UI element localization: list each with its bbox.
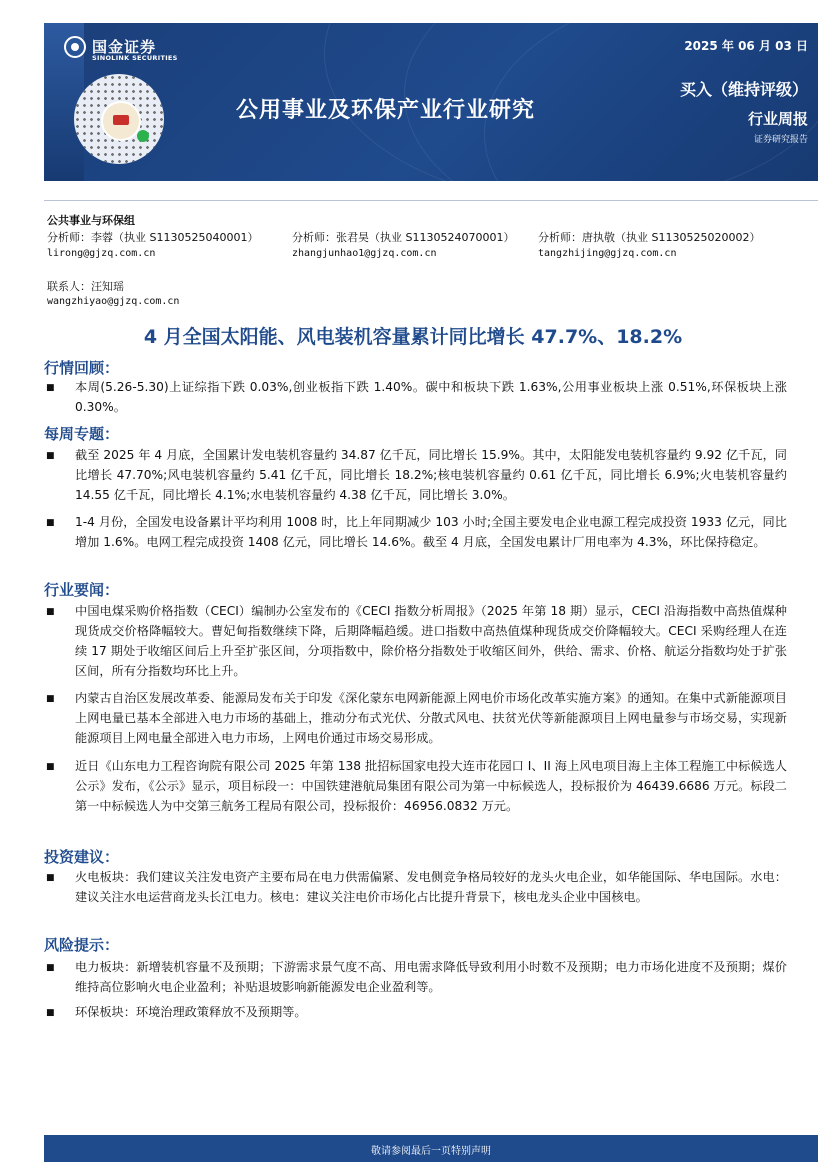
report-date: 2025 年 06 月 03 日 bbox=[684, 39, 808, 53]
paragraph: 本周(5.26-5.30)上证综指下跌 0.03%,创业板指下跌 1.40%。碳中和板块下跌 1.63%,公用事业板块上涨 0.51%,环保板块上涨 0.30%。 bbox=[75, 380, 787, 414]
bullet-icon: ■ bbox=[46, 873, 55, 883]
company-logo bbox=[64, 36, 184, 68]
rating-badge: 买入（维持评级） bbox=[679, 80, 808, 99]
section-heading: 每周专题： bbox=[44, 425, 120, 443]
logo-chinese: 国金证券 bbox=[92, 38, 157, 56]
paragraph: 内蒙古自治区发展改革委、能源局发布关于印发《深化蒙东电网新能源上网电价市场化改革实施方案》的通知。在集中式新能源项目上网电量已基本全部进入电力市场的基础上，推动分布式光伏、分散式风电、扶贫光伏等新能源项目上网电量参与市场交易，实现新能源项目上网电量全部进入电力市场，上网电价通过市场交易形成。 bbox=[75, 691, 787, 745]
report-subtype: 证券研究报告 bbox=[753, 135, 808, 145]
qr-center-logo-icon bbox=[101, 101, 141, 141]
paragraph: 近日《山东电力工程咨询院有限公司 2025 年第 138 批招标国家电投大连市花园口 I、II 海上风电项目海上主体工程施工中标候选人公示》发布，《公示》显示，项目标段一：中国铁建港航局集团有限公司为第一中标候选人，投标报价为 46439.6686 万元。标段二第一中标候选人为中交第三航务工程局有限公司，投标报价：46956.0832 万元。 bbox=[75, 759, 787, 813]
analyst-label: 分析师：唐执敬（执业 S1130525020002） bbox=[538, 231, 761, 244]
logo-english: SINOLINK SECURITIES bbox=[92, 54, 178, 62]
bullet-icon: ■ bbox=[46, 383, 55, 393]
paragraph: 火电板块：我们建议关注发电资产主要布局在电力供需偏紧、发电侧竞争格局较好的龙头火电企业，如华能国际、华电国际。水电：建议关注水电运营商龙头长江电力。核电：建议关注电价市场化占比提升背景下，核电龙头企业中国核电。 bbox=[75, 870, 787, 904]
analyst-label: 分析师：李蓉（执业 S1130525040001） bbox=[47, 231, 259, 244]
section-heading: 行情回顾： bbox=[44, 359, 120, 377]
bullet-icon: ■ bbox=[46, 963, 55, 973]
section-heading: 行业要闻： bbox=[44, 581, 120, 599]
bullet-icon: ■ bbox=[46, 1008, 55, 1018]
bullet-icon: ■ bbox=[46, 607, 55, 617]
paragraph: 截至 2025 年 4 月底，全国累计发电装机容量约 34.87 亿千瓦，同比增长 15.9%。其中，太阳能发电装机容量约 9.92 亿千瓦，同比增长 47.70%;风电装机容量约 5.41 亿千瓦，同比增长 18.2%;核电装机容量约 0.61 亿千瓦，同比增长 6.9%;火电装机容量约 14.55 亿千瓦，同比增长 4.1%;水电装机容量约 4.38 亿千瓦，同比增长 3.0%。 bbox=[75, 448, 787, 502]
contact-email[interactable]: wangzhiyao@gjzq.com.cn bbox=[47, 296, 180, 307]
analyst-email[interactable]: tangzhijing@gjzq.com.cn bbox=[538, 248, 677, 259]
report-headline: 4 月全国太阳能、风电装机容量累计同比增长 47.7%、18.2% bbox=[143, 326, 683, 348]
analyst-email[interactable]: lirong@gjzq.com.cn bbox=[47, 248, 156, 259]
analyst-email[interactable]: zhangjunhao1@gjzq.com.cn bbox=[292, 248, 437, 259]
report-title: 公用事业及环保产业行业研究 bbox=[236, 98, 536, 123]
footer-disclaimer: 敬请参阅最后一页特别声明 bbox=[371, 1146, 491, 1157]
contact-label: 联系人：汪知瑶 bbox=[47, 280, 124, 293]
section-heading: 投资建议： bbox=[44, 848, 120, 866]
divider bbox=[44, 200, 818, 201]
section-heading: 风险提示： bbox=[44, 936, 120, 954]
paragraph: 电力板块：新增装机容量不及预期；下游需求景气度不高、用电需求降低导致利用小时数不及预期；电力市场化进度不及预期；煤价维持高位影响火电企业盈利；补贴退坡影响新能源发电企业盈利等。 bbox=[75, 960, 787, 994]
qr-wechat-icon bbox=[137, 130, 149, 142]
page-footer bbox=[44, 1135, 818, 1162]
bullet-icon: ■ bbox=[46, 762, 55, 772]
report-type: 行业周报 bbox=[747, 110, 808, 128]
logo-mark-icon bbox=[64, 36, 86, 58]
paragraph: 1-4 月份，全国发电设备累计平均利用 1008 时，比上年同期减少 103 小时;全国主要发电企业电源工程完成投资 1933 亿元，同比增加 1.6%。电网工程完成投资 1408 亿元，同比增长 14.6%。截至 4 月底，全国发电累计厂用电率为 4.3%，环比保持稳定。 bbox=[75, 515, 787, 549]
paragraph: 环保板块：环境治理政策释放不及预期等。 bbox=[75, 1005, 307, 1019]
bullet-icon: ■ bbox=[46, 694, 55, 704]
bullet-icon: ■ bbox=[46, 451, 55, 461]
analyst-label: 分析师：张君昊（执业 S1130524070001） bbox=[292, 231, 515, 244]
paragraph: 中国电煤采购价格指数（CECI）编制办公室发布的《CECI 指数分析周报》（2025 年第 18 期）显示，CECI 沿海指数中高热值煤种现货成交价格降幅较大。曹妃甸指数继续下降，后期降幅趋缓。进口指数中高热值煤种现货成交价降幅较大。CECI 采购经理人在连续 17 期处于收缩区间后上升至扩张区间，分项指数中，除价格分指数处于收缩区间外，供给、需求、价格、航运分指数均处于扩张区间，所有分指数均环比上升。 bbox=[75, 604, 787, 678]
bullet-icon: ■ bbox=[46, 518, 55, 528]
qr-code-icon bbox=[74, 74, 164, 164]
team-name: 公共事业与环保组 bbox=[47, 214, 135, 227]
